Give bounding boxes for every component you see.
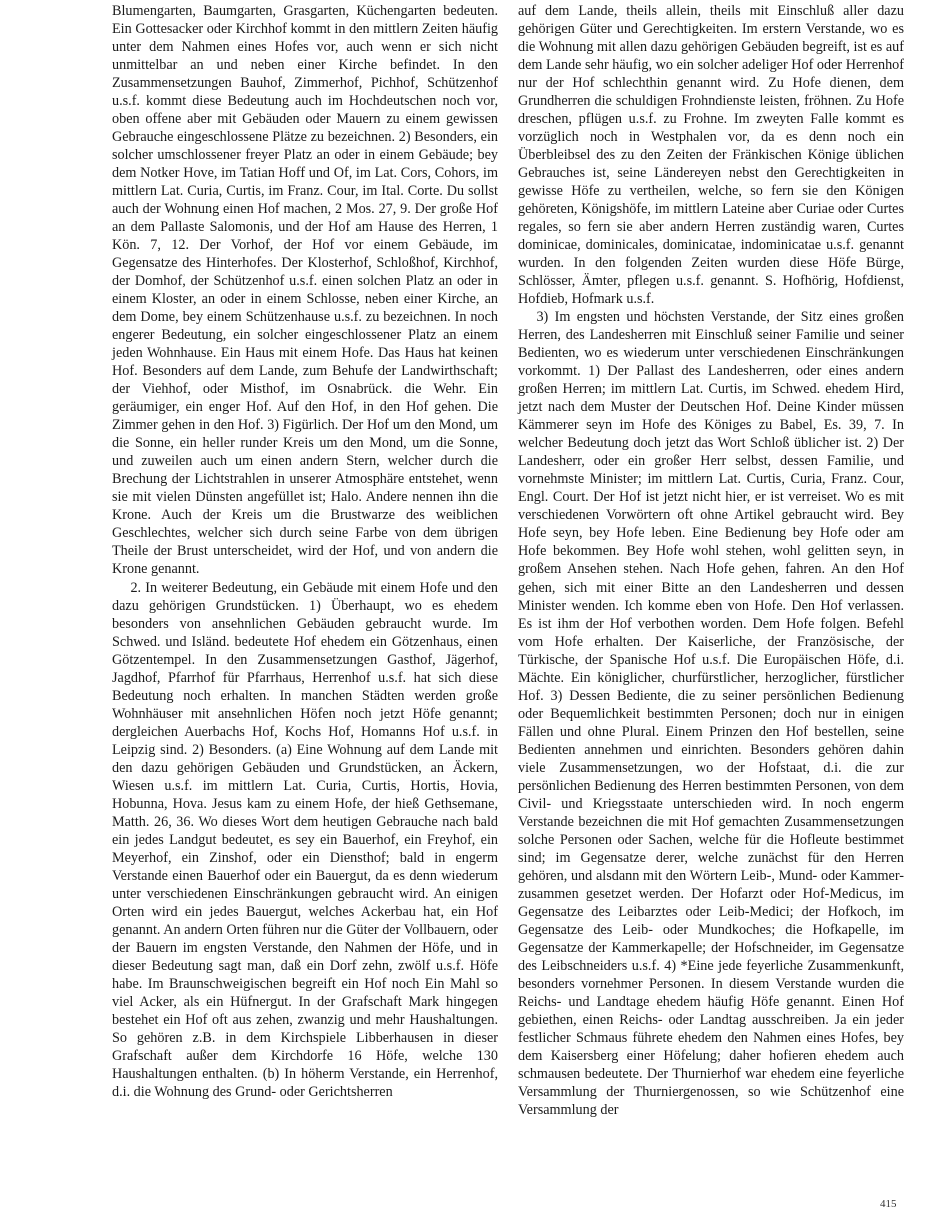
left-paragraph-1: Blumengarten, Baumgarten, Grasgarten, Küchengarten bedeuten. Ein Gottesacker oder Kirchhof kommt in den mittlern Zeiten häufig unter dem Nahmen eines Hofes vor, auch wenn er sich nicht unmittelbar an und neben einer Kirche befindet. In den Zusammensetzungen Bauhof, Zimmerhof, Pichhof, Schützenhof u.s.f. kommt diese Bedeutung auch im Hochdeutschen noch vor, oben offene aber mit Gebäuden oder Mauern zu einem gewissen Gebrauche eingeschlossene Plätze zu bezeichnen. 2) Besonders, ein solcher umschlossener freyer Platz an oder in einem Gebäude; bey dem Notker Hove, im Tatian Hoff und Of, im Lat. Cors, Cohors, im mittlern Lat. Curia, Curtis, im Franz. Cour, im Ital. Corte. Du sollst auch der Wohnung einen Hof machen, 2 Mos. 27, 9. Der große Hof an dem Pallaste Salomonis, und der Hof am Hause des Herren, 1 Kön. 7, 12. Der Vorhof, der Hof vor einem Gebäude, im Gegensatze des Hinterhofes. Der Klosterhof, Schloßhof, Kirchhof, der Domhof, der Schützenhof u.s.f. einen solchen Platz an oder in einem Kloster, an oder in einem Schlosse, neben einer Kirche, an dem Dome, bey einem Schützenhause u.s.f. zu bezeichnen. In noch engerer Bedeutung, ein solcher eingeschlossener Platz an einem jeden Wohnhause. Ein Haus mit einem Hofe. Das Haus hat keinen Hof. Besonders auf dem Lande, zum Behufe der Landwirthschaft; der Viehhof, oder Misthof, im Osnabrück. die Wehr. Ein geräumiger, ein enger Hof. Auf den Hof, in den Hof gehen. Die Zimmer gehen in den Hof. 3) Figürlich. Der Hof um den Mond, um die Sonne, ein heller runder Kreis um den Mond, um die Sonne, und zuweilen auch um einen andern Stern, welcher durch die Brechung der Lichtstrahlen in unserer Atmosphäre entstehet, wenn sie mit vielen Dünsten angefüllet ist; Halo. Andere nennen ihn die Krone. Auch der Kreis um die Brustwarze des weiblichen Geschlechtes, welcher sich durch seine Farbe von dem übrigen Theile der Brust unterscheidet, wird der Hof, und von andern die Krone genannt. xyxy=(112,3,498,578)
left-column xyxy=(112,2,498,1101)
right-paragraph-1: auf dem Lande, theils allein, theils mit Einschluß aller dazu gehörigen Güter und Gerechtigkeiten. Im erstern Verstande, wo es die Wohnung mit allen dazu gehörigen Gebäuden begreift, ist es auf dem Lande sehr häufig, wo ein solcher adeliger Hof oder Herrenhof nur der Hof schlechthin genannt wird. Zu Hofe dienen, dem Grundherren die schuldigen Frohndienste leisten, fröhnen. Zu Hofe dreschen, pflügen u.s.f. zu Frohne. Im zweyten Falle kommt es vorzüglich noch in Westphalen vor, da es denn noch ein Überbleibsel des zu den Zeiten der Fränkischen Könige üblichen Gebrauches ist, seine Ländereyen nebst den Gerechtigkeiten in gewisse Höfe zu vertheilen, welche, so fern sie den Königen gehöreten, Königshöfe, im mittlern Lateine aber Curiae oder Curtes regales, so fern sie aber andern Herren zuständig waren, Curtes dominicae, dominicales, dominicatae, indominicatae u.s.f. genannt wurden. In den folgenden Zeiten wurden diese Höfe Bürge, Schlösser, Ämter, pflegen u.s.f. genannt. S. Hofhörig, Hofdienst, Hofdieb, Hofmark u.s.f. xyxy=(518,3,904,308)
page-number: 415 xyxy=(880,1198,897,1210)
left-paragraph-2: 2. In weiterer Bedeutung, ein Gebäude mit einem Hofe und den dazu gehörigen Grundstücken. 1) Überhaupt, wo es ehedem besonders von ansehnlichen Gebäuden gebraucht wurde. Im Schwed. und Isländ. bedeutete Hof ehedem ein Götzenhaus, einen Götzentempel. In den Zusammensetzungen Gasthof, Jägerhof, Jagdhof, Pfarrhof für Pfarrhaus, Herrenhof u.s.f. hat sich diese Bedeutung noch erhalten. In manchen Städten werden große Wohnhäuser mit ansehnlichen Höfen noch jetzt Höfe genannt; dergleichen Auerbachs Hof, Kochs Hof, Homanns Hof u.s.f. in Leipzig sind. 2) Besonders. (a) Eine Wohnung auf dem Lande mit den dazu gehörigen Gebäuden und Grundstücken, an Äckern, Wiesen u.s.f. im mittlern Lat. Curia, Curtis, Hortis, Hovia, Hobunna, Hova. Jesus kam zu einem Hofe, der hieß Gethsemane, Matth. 26, 36. Wo dieses Wort dem heutigen Gebrauche nach bald ein jedes Landgut bedeutet, es sey ein Bauerhof, ein Freyhof, ein Meyerhof, ein Zinshof, oder ein Diensthof; bald in engerm Verstande einen Bauerhof oder ein Bauergut, da es denn wiederum unter verschiedenen Einschränkungen gebraucht wird. An einigen Orten wird ein jedes Bauergut, welches Ackerbau hat, ein Hof genannt. An andern Orten führen nur die Güter der Vollbauern, oder der Bauern im engsten Verstande, den Nahmen der Höfe, und in dieser Bedeutung sagt man, daß ein Dorf zehn, zwölf u.s.f. Höfe habe. Im Braunschweigischen begreift ein Hof noch Ein Mahl so viel Acker, als ein Hüfnergut. In der Grafschaft Mark hingegen bestehet ein Hof oft aus zehen, zwanzig und mehr Haushaltungen. So gehören z.B. in dem Kirchspiele Libberhausen in dieser Grafschaft außer dem Kirchdorfe 16 Höfe, welche 130 Haushaltungen enthalten. (b) In höherm Verstande, ein Herrenhof, d.i. die Wohnung des Grund- oder Gerichtsherren xyxy=(112,579,498,1100)
right-paragraph-2: 3) Im engsten und höchsten Verstande, der Sitz eines großen Herren, des Landesherren mit Einschluß seiner Familie und seiner Bedienten, wo es wiederum unter verschiedenen Einschränkungen vorkommt. 1) Der Pallast des Landesherren, oder eines andern großen Herren; im mittlern Lat. Curtis, im Schwed. ehedem Hird, jetzt nach dem Muster der Deutschen Hof. Deine Kinder müssen Kämmerer seyn im Hofe des Königes zu Babel, Es. 39, 7. In welcher Bedeutung doch jetzt das Wort Schloß üblicher ist. 2) Der Landesherr, oder ein großer Herr selbst, dessen Familie, und vornehmste Minister; im mittlern Lat. Curtis, Curia, Franz. Cour, Engl. Court. Der Hof ist jetzt nicht hier, er ist verreiset. Wo es mit verschiedenen Vorwörtern oft ohne Artikel gebraucht wird. Bey Hofe seyn, bey Hofe leben. Eine Bedienung bey Hofe oder am Hofe bekommen. Bey Hofe wohl stehen, wohl gelitten seyn, in großem Ansehen stehen. Nach Hofe gehen, fahren. An den Hof gehen, sich mit einer Bitte an den Landesherren und dessen Minister wenden. Ich komme eben von Hofe. Den Hof verlassen. Es ist ihm der Hof verbothen worden. Dem Hofe folgen. Befehl vom Hofe erhalten. Der Kaiserliche, der Französische, der Türkische, der Spanische Hof u.s.f. Die Europäischen Höfe, d.i. Mächte. Ein königlicher, churfürstlicher, herzoglicher, fürstlicher Hof. 3) Dessen Bediente, die zu seiner persönlichen Bedienung oder Bequemlichkeit bestimmten Personen; doch nur in einigen Fällen und ohne Plural. Einem Prinzen den Hof bestellen, seine Bedienten annehmen und einrichten. Besonders gehören dahin viele Zusammensetzungen, wo der Hofstaat, d.i. die zur persönlichen Bedienung des Herren bestimmten Personen, von dem Civil- und Kriegsstaate unterschieden wird. In noch engerm Verstande bezeichnen die mit Hof gemachten Zusammensetzungen solche Personen oder Sachen, welche für die Hofleute bestimmet sind; im Gegensatze derer, welche zunächst für den Herren gehören, und alsdann mit den Wörtern Leib-, Mund- oder Kammer- zusammen gesetzet werden. Der Hofarzt oder Hof-Medicus, im Gegensatze des Leibarztes oder Leib-Medici; der Hofkoch, im Gegensatze des Leib- oder Mundkoches; die Hofkapelle, im Gegensatze der Kammerkapelle; der Hofschneider, im Gegensatze des Leibschneiders u.s.f. 4) *Eine jede feyerliche Zusammenkunft, besonders vornehmer Personen. In diesem Verstande wurden die Reichs- und Landtage ehedem häufig Höfe genannt. Einen Hof gebiethen, einen Reichs- oder Landtag ausschreiben. Ja ein jeder festlicher Schmaus führete ehedem den Nahmen eines Hofes, bey dem Kaisersberg einer Höfelung; daher hofieren ehedem auch schmausen bedeutete. Der Thurnierhof war ehedem eine feyerliche Versammlung der Thurniergenossen, so wie Schützenhof eine Versammlung der xyxy=(518,309,904,1118)
right-column xyxy=(518,2,904,1119)
